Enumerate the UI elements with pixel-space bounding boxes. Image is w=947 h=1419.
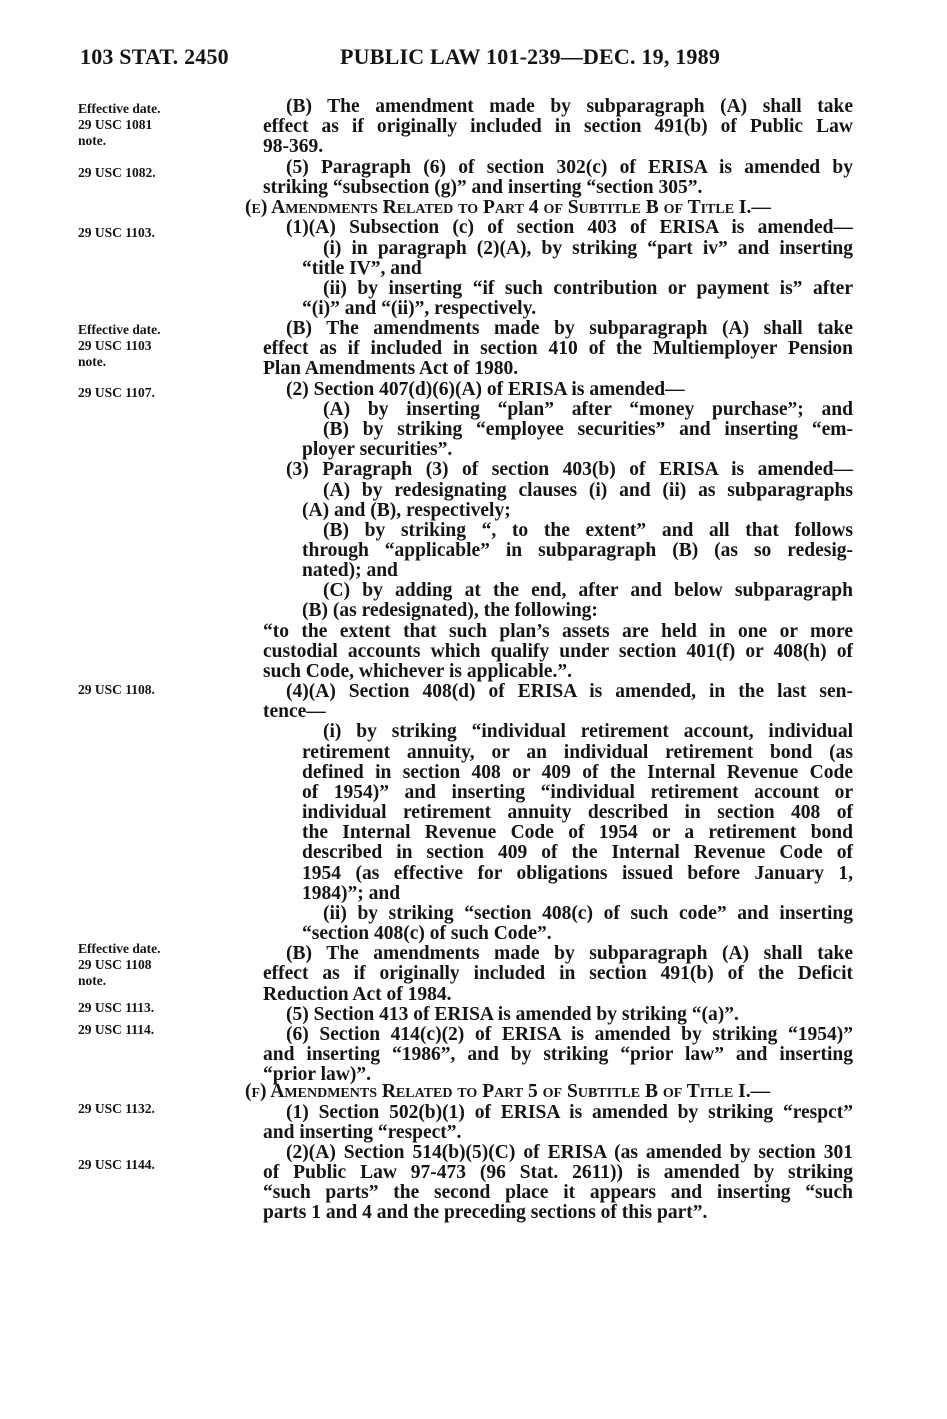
text-line: (4)(A) Section 408(d) of ERISA is amended, in the last sen- bbox=[286, 681, 853, 702]
text-line: “such parts” the second place it appears and inserting “such bbox=[263, 1182, 853, 1203]
text-line: retirement annuity, or an individual retirement bond (as bbox=[302, 742, 853, 763]
text-line: (B) (as redesignated), the following: bbox=[302, 600, 598, 621]
margin-note: Effective date. bbox=[78, 322, 161, 337]
text-line: tence— bbox=[263, 701, 326, 722]
text-line: (A) and (B), respectively; bbox=[302, 500, 511, 521]
text-line: individual retirement annuity described in section 408 of bbox=[302, 802, 853, 823]
margin-note: note. bbox=[78, 133, 107, 148]
text-line: effect as if originally included in section 491(b) of the Deficit bbox=[263, 963, 853, 984]
text-line: (5) Paragraph (6) of section 302(c) of ERISA is amended by bbox=[286, 157, 853, 178]
margin-note: 29 USC 1108. bbox=[78, 682, 155, 697]
text-line: (3) Paragraph (3) of section 403(b) of ERISA is amended— bbox=[286, 459, 853, 480]
text-line: “section 408(c) of such Code”. bbox=[302, 923, 552, 944]
text-line: 98-369. bbox=[263, 136, 324, 157]
page-title: PUBLIC LAW 101-239—DEC. 19, 1989 bbox=[340, 44, 721, 69]
text-line: nated); and bbox=[302, 560, 398, 581]
margin-note: note. bbox=[78, 973, 107, 988]
quoted-text-line: custodial accounts which qualify under section 401(f) or 408(h) of bbox=[263, 641, 853, 662]
quoted-text-line: “to the extent that such plan’s assets are held in one or more bbox=[263, 621, 853, 642]
margin-note: 29 USC 1114. bbox=[78, 1022, 155, 1037]
margin-note: 29 USC 1103. bbox=[78, 225, 155, 240]
text-line: effect as if originally included in section 491(b) of Public Law bbox=[263, 116, 853, 137]
text-line: (A) by inserting “plan” after “money purchase”; and bbox=[323, 399, 853, 420]
text-line: 1984)”; and bbox=[302, 883, 401, 904]
text-line: (ii) by striking “section 408(c) of such code” and inserting bbox=[323, 903, 853, 924]
margin-note: 29 USC 1082. bbox=[78, 165, 156, 180]
text-line: striking “subsection (g)” and inserting “section 305”. bbox=[263, 177, 703, 198]
text-line: (A) by redesignating clauses (i) and (ii) as subparagraphs bbox=[323, 480, 853, 501]
text-line: defined in section 408 or 409 of the Internal Revenue Code bbox=[302, 762, 853, 783]
margin-note: Effective date. bbox=[78, 941, 161, 956]
page-reference: 103 STAT. 2450 bbox=[80, 44, 229, 69]
text-line: (C) by adding at the end, after and below subparagraph bbox=[323, 580, 853, 601]
text-line: the Internal Revenue Code of 1954 or a retirement bond bbox=[302, 822, 853, 843]
text-line: described in section 409 of the Internal Revenue Code of bbox=[302, 842, 853, 863]
text-line: 1954 (as effective for obligations issued before January 1, bbox=[302, 863, 853, 884]
text-line: (B) by striking “employee securities” and inserting “em- bbox=[323, 419, 853, 440]
text-line: effect as if included in section 410 of the Multiemployer Pension bbox=[263, 338, 853, 359]
text-line: (6) Section 414(c)(2) of ERISA is amended by striking “1954)” bbox=[286, 1024, 853, 1045]
text-line: of Public Law 97-473 (96 Stat. 2611)) is amended by striking bbox=[263, 1162, 853, 1183]
margin-note: 29 USC 1107. bbox=[78, 385, 155, 400]
margin-note: 29 USC 1132. bbox=[78, 1101, 155, 1116]
margin-note: note. bbox=[78, 354, 107, 369]
margin-note: 29 USC 1108 bbox=[78, 957, 152, 972]
margin-note: 29 USC 1113. bbox=[78, 1000, 155, 1015]
margin-note: Effective date. bbox=[78, 101, 161, 116]
text-line: of 1954)” and inserting “individual retirement account or bbox=[302, 782, 853, 803]
text-line: (B) The amendments made by subparagraph (A) shall take bbox=[286, 943, 853, 964]
text-line: (ii) by inserting “if such contribution or payment is” after bbox=[323, 278, 853, 299]
margin-note: 29 USC 1103 bbox=[78, 338, 152, 353]
text-line: (5) Section 413 of ERISA is amended by striking “(a)”. bbox=[286, 1004, 739, 1025]
text-line: “prior law)”. bbox=[263, 1064, 371, 1085]
text-line: (1) Section 502(b)(1) of ERISA is amended by striking “respct” bbox=[286, 1102, 853, 1123]
section-heading: (e) Amendments Related to Part 4 of Subtitle B of Title I.— bbox=[245, 197, 771, 218]
text-line: Reduction Act of 1984. bbox=[263, 984, 452, 1005]
text-line: and inserting “respect”. bbox=[263, 1122, 462, 1143]
text-line: “(i)” and “(ii)”, respectively. bbox=[302, 298, 537, 319]
section-heading: (f) Amendments Related to Part 5 of Subtitle B of Title I.— bbox=[245, 1081, 771, 1102]
text-line: and inserting “1986”, and by striking “prior law” and inserting bbox=[263, 1044, 853, 1065]
text-line: (2)(A) Section 514(b)(5)(C) of ERISA (as amended by section 301 bbox=[286, 1142, 853, 1163]
margin-note: 29 USC 1144. bbox=[78, 1157, 155, 1172]
text-line: parts 1 and 4 and the preceding sections of this part”. bbox=[263, 1202, 708, 1223]
text-line: through “applicable” in subparagraph (B) (as so redesig- bbox=[302, 540, 853, 561]
margin-note: 29 USC 1081 bbox=[78, 117, 153, 132]
text-line: (2) Section 407(d)(6)(A) of ERISA is amended— bbox=[286, 379, 685, 400]
quoted-text-line: such Code, whichever is applicable.”. bbox=[263, 661, 572, 682]
text-line: (i) by striking “individual retirement account, individual bbox=[323, 721, 853, 742]
text-line: Plan Amendments Act of 1980. bbox=[263, 358, 519, 379]
text-line: (1)(A) Subsection (c) of section 403 of ERISA is amended— bbox=[286, 217, 853, 238]
text-line: ployer securities”. bbox=[302, 439, 453, 460]
text-line: (i) in paragraph (2)(A), by striking “part iv” and inserting bbox=[323, 238, 853, 259]
text-line: (B) The amendment made by subparagraph (A) shall take bbox=[286, 96, 853, 117]
text-line: (B) by striking “, to the extent” and all that follows bbox=[323, 520, 853, 541]
text-line: “title IV”, and bbox=[302, 258, 422, 279]
text-line: (B) The amendments made by subparagraph (A) shall take bbox=[286, 318, 853, 339]
